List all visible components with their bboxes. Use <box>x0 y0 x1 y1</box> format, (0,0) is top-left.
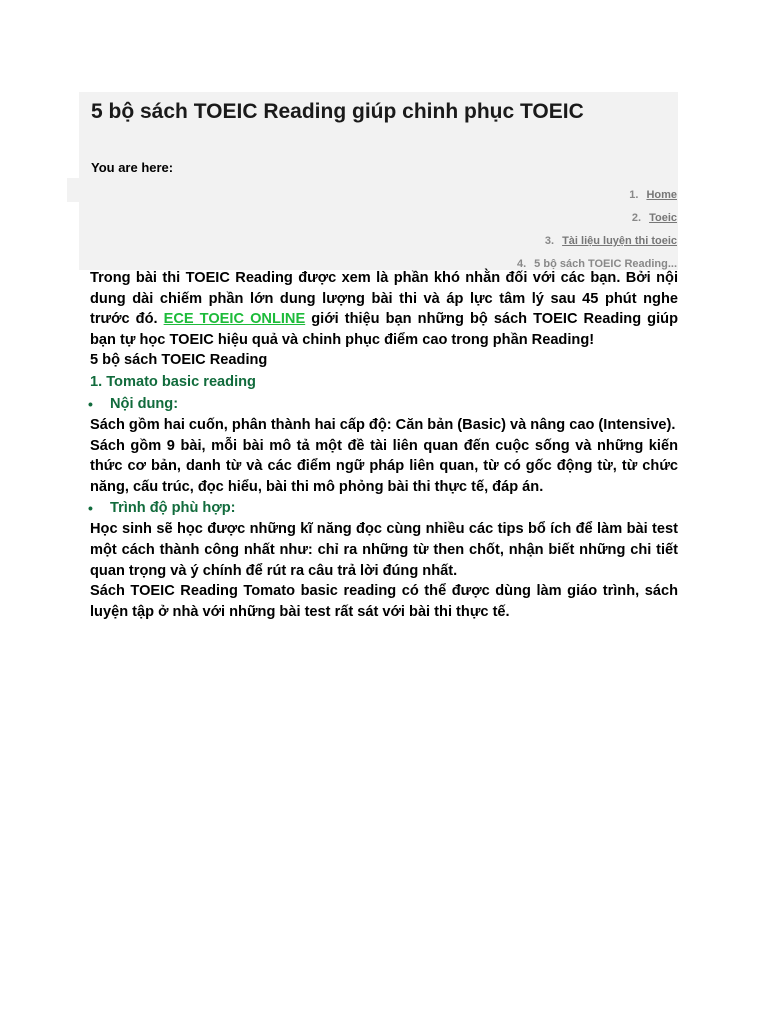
breadcrumb <box>517 184 677 276</box>
bullet-icon: • <box>88 500 93 517</box>
section-heading-tomato: 1. Tomato basic reading <box>90 373 256 390</box>
breadcrumb-current-page: 5 bộ sách TOEIC Reading... <box>534 258 677 270</box>
article-body <box>90 268 678 622</box>
subheading-content-label: Nội dung: <box>110 395 179 412</box>
breadcrumb-number: 1. <box>629 189 639 201</box>
breadcrumb-link-toeic[interactable]: Toeic <box>649 212 677 224</box>
header-notch-lower <box>67 202 79 270</box>
subheading-content <box>90 393 678 415</box>
breadcrumb-number: 3. <box>544 235 555 247</box>
subheading-level <box>90 497 678 519</box>
breadcrumb-link-materials[interactable]: Tài liệu luyện thi toeic <box>562 235 677 247</box>
ece-toeic-online-link[interactable]: ECE TOEIC ONLINE <box>163 311 306 328</box>
page-title: 5 bộ sách TOEIC Reading giúp chinh phục TOEIC <box>91 100 584 123</box>
bullet-icon: • <box>88 395 93 412</box>
breadcrumb-item-materials[interactable] <box>517 230 677 253</box>
intro-paragraph <box>90 268 678 350</box>
level-paragraph-1: Học sinh sẽ học được những kĩ năng đọc cùng nhiều các tips bổ ích để làm bài test một cách thành công nhất như: chỉ ra những từ then chốt, nhận biết những chi tiết quan trọng và ý chính để rút ra câu trả lời đúng nhất. <box>90 521 678 579</box>
breadcrumb-number: 2. <box>631 212 642 224</box>
list-title: 5 bộ sách TOEIC Reading <box>90 352 268 369</box>
intro-text-end: giới thiệu bạn những bộ sách TOEIC Reading giúp bạn tự học TOEIC hiệu quả và chinh phục điểm cao trong phần Reading! <box>90 311 678 348</box>
header-notch <box>67 92 79 178</box>
breadcrumb-item-home[interactable] <box>517 184 677 207</box>
content-paragraph-2: Sách gồm 9 bài, mỗi bài mô tả một đề tài liên quan đến cuộc sống và những kiến thức cơ bản, danh từ và các điểm ngữ pháp liên quan, từ có gốc động từ, từ chức năng, cấu trúc, đọc hiểu, bài thi mô phỏng bài thi thực tế, đáp án. <box>90 437 678 495</box>
level-paragraph-2: Sách TOEIC Reading Tomato basic reading có thể được dùng làm giáo trình, sách luyện tập ở nhà với những bài test rất sát với bài thi thực tế. <box>90 583 678 620</box>
breadcrumb-label: You are here: <box>91 160 174 175</box>
content-paragraph-1: Sách gồm hai cuốn, phân thành hai cấp độ: Căn bản (Basic) và nâng cao (Intensive). <box>90 416 676 433</box>
breadcrumb-number: 4. <box>516 258 527 270</box>
breadcrumb-item-toeic[interactable] <box>517 207 677 230</box>
subheading-level-label: Trình độ phù hợp: <box>110 500 236 517</box>
intro-text-start: Trong bài thi TOEIC Reading được xem là phần khó nhằn đối với các bạn. Bởi nội dung dài chiếm phần lớn dung lượng bài thi và áp lực tâm lý sau 45 phút nghe trước đó. <box>90 270 678 328</box>
breadcrumb-link-home[interactable]: Home <box>646 189 677 201</box>
